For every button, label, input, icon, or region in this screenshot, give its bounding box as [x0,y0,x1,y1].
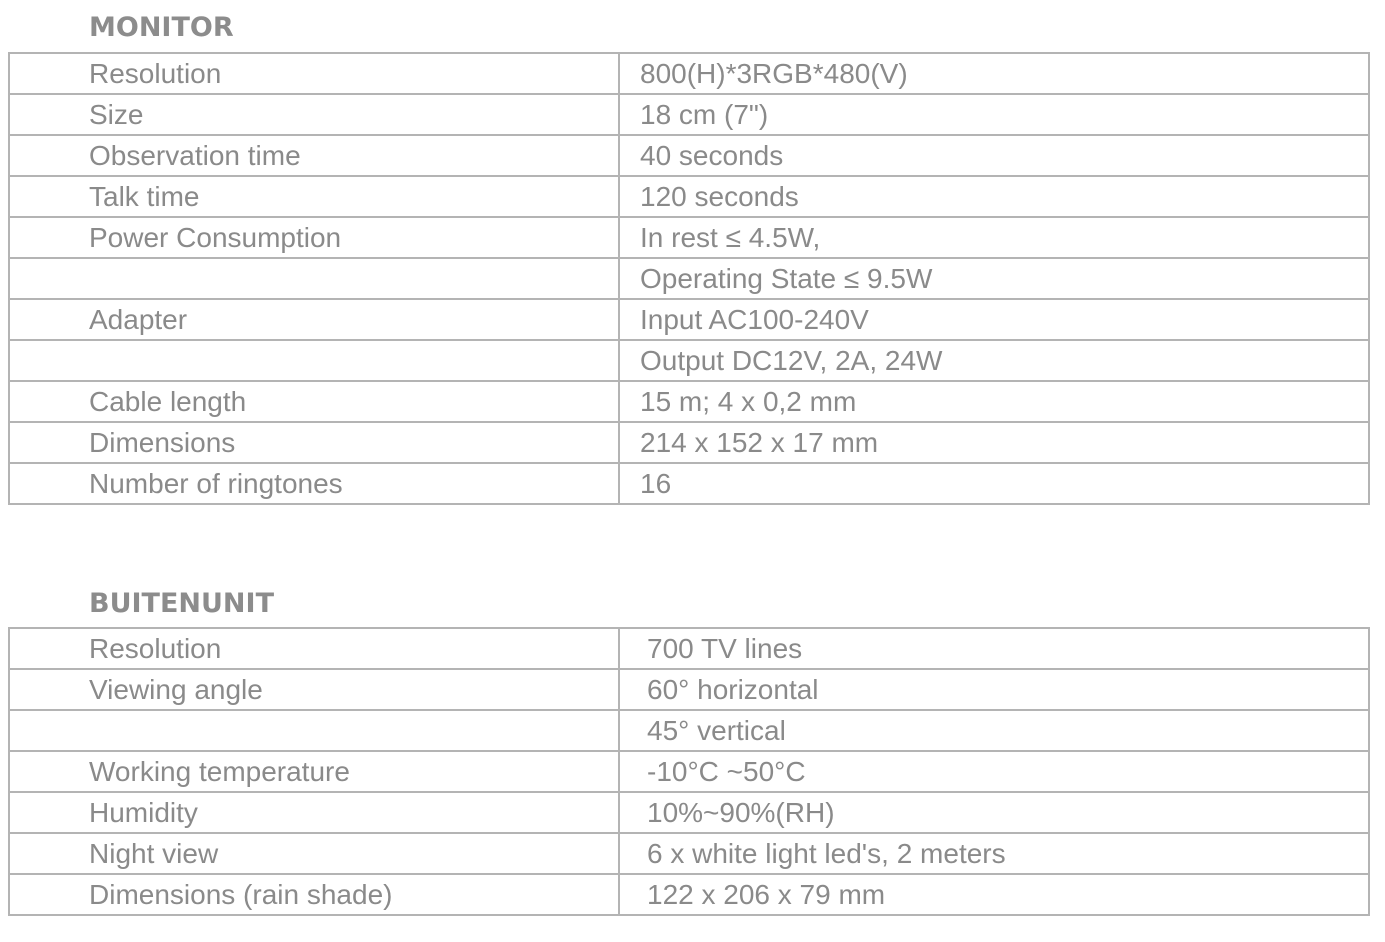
spec-value: Output DC12V, 2A, 24W [619,340,1369,381]
spec-label: Size [9,94,619,135]
table-row [9,669,1369,710]
table-row [9,135,1369,176]
spec-label: Dimensions (rain shade) [9,874,619,915]
table-row [9,628,1369,669]
spec-value: 6 x white light led's, 2 meters [619,833,1369,874]
spec-label: Number of ringtones [9,463,619,504]
spec-value: In rest ≤ 4.5W, [619,217,1369,258]
table-row [9,422,1369,463]
spec-label: Working temperature [9,751,619,792]
spec-value: 16 [619,463,1369,504]
spec-value: 40 seconds [619,135,1369,176]
spec-label: Dimensions [9,422,619,463]
table-row [9,258,1369,299]
table-row [9,463,1369,504]
section-title-buitenunit: BUITENUNIT [89,588,274,619]
spec-value: 18 cm (7") [619,94,1369,135]
spec-label: Cable length [9,381,619,422]
spec-value: Operating State ≤ 9.5W [619,258,1369,299]
spec-label [9,340,619,381]
table-row [9,94,1369,135]
spec-value: 15 m; 4 x 0,2 mm [619,381,1369,422]
spec-table-buitenunit [8,627,1370,916]
spec-value: 800(H)*3RGB*480(V) [619,53,1369,94]
table-row [9,299,1369,340]
table-row [9,792,1369,833]
table-row [9,751,1369,792]
table-row [9,833,1369,874]
spec-label: Humidity [9,792,619,833]
table-row [9,53,1369,94]
spec-label: Adapter [9,299,619,340]
table-row [9,340,1369,381]
spec-label: Night view [9,833,619,874]
spec-value: 214 x 152 x 17 mm [619,422,1369,463]
table-row [9,176,1369,217]
table-row [9,710,1369,751]
spec-value: 60° horizontal [619,669,1369,710]
spec-value: 120 seconds [619,176,1369,217]
spec-value: -10°C ~50°C [619,751,1369,792]
table-row [9,381,1369,422]
spec-label: Resolution [9,628,619,669]
spec-label: Resolution [9,53,619,94]
spec-table-monitor [8,52,1370,505]
spec-label [9,258,619,299]
spec-value: 122 x 206 x 79 mm [619,874,1369,915]
spec-label: Power Consumption [9,217,619,258]
spec-value: Input AC100-240V [619,299,1369,340]
spec-value: 45° vertical [619,710,1369,751]
spec-value: 700 TV lines [619,628,1369,669]
spec-label: Observation time [9,135,619,176]
spec-label: Viewing angle [9,669,619,710]
spec-label: Talk time [9,176,619,217]
spec-label [9,710,619,751]
table-row [9,217,1369,258]
section-title-monitor: MONITOR [89,12,234,43]
spec-value: 10%~90%(RH) [619,792,1369,833]
table-row [9,874,1369,915]
